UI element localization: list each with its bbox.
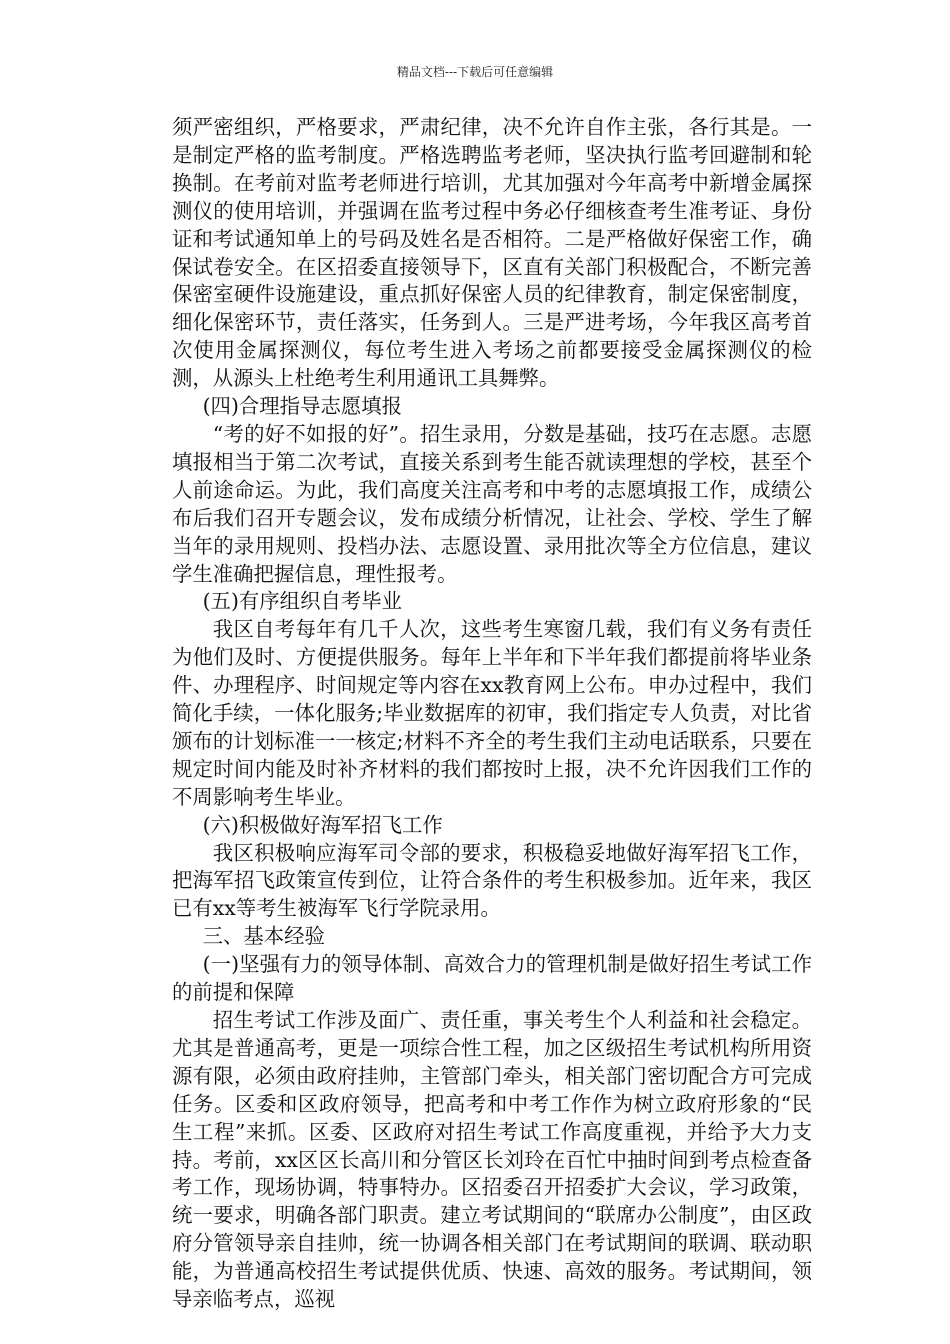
paragraph-self-exam: 我区自考每年有几千人次，这些考生寒窗几载，我们有义务有责任为他们及时、方便提供服务。每年上半年和下半年我们都提前将毕业条件、办理程序、时间规定等内容在xx教育网上公布。申办过程中，我们简化手续，一体化服务;毕业数据库的初审，我们指定专人负责，对比省颁布的计划标准一一核定;材料不齐全的考生我们主动电话联系，只要在规定时间内能及时补齐材料的我们都按时上报，决不允许因我们工作的不周影响考生毕业。: [172, 617, 812, 809]
section-heading-experience: 三、基本经验: [202, 924, 325, 949]
page-header: 精品文档---下载后可任意编辑: [396, 65, 554, 79]
section-heading-4: (四)合理指导志愿填报: [202, 394, 403, 419]
paragraph-continued: 须严密组织，严格要求，严肃纪律，决不允许自作主张，各行其是。一是制定严格的监考制度。严格选聘监考老师，坚决执行监考回避制和轮换制。在考前对监考老师进行培训，尤其加强对今年高考中新增金属探测仪的使用培训，并强调在监考过程中务必仔细核查考生准考证、身份证和考试通知单上的号码及姓名是否相符。二是严格做好保密工作，确保试卷安全。在区招委直接领导下，区直有关部门积极配合，不断完善保密室硬件设施建设，重点抓好保密人员的纪律教育，制定保密制度，细化保密环节，责任落实，任务到人。三是严进考场，今年我区高考首次使用金属探测仪，每位考生进入考场之前都要接受金属探测仪的检测，从源头上杜绝考生利用通讯工具舞弊。: [172, 115, 812, 391]
paragraph-leadership: 招生考试工作涉及面广、责任重，事关考生个人利益和社会稳定。尤其是普通高考，更是一项综合性工程，加之区级招生考试机构所用资源有限，必须由政府挂帅，主管部门牵头，相关部门密切配合方可完成任务。区委和区政府领导，把高考和中考工作作为树立政府形象的“民生工程”来抓。区委、区政府对招生考试工作高度重视，并给予大力支持。考前，xx区区长高川和分管区长刘玲在百忙中抽时间到考点检查备考工作，现场协调，特事特办。区招委召开招委扩大会议，学习政策，统一要求，明确各部门职责。建立考试期间的“联席办公制度”，由区政府分管领导亲自挂帅，统一协调各相关部门在考试期间的联调、联动职能，为普通高校招生考试提供优质、快速、高效的服务。考试期间，领导亲临考点，巡视: [172, 1008, 812, 1312]
document-body: [172, 114, 812, 1314]
section-heading-experience-1: (一)坚强有力的领导体制、高效合力的管理机制是做好招生考试工作的前提和保障: [172, 952, 812, 1005]
section-heading-5: (五)有序组织自考毕业: [202, 589, 403, 614]
section-heading-6: (六)积极做好海军招飞工作: [202, 812, 443, 837]
paragraph-navy-pilot: 我区积极响应海军司令部的要求，积极稳妥地做好海军招飞工作，把海军招飞政策宣传到位，让符合条件的考生积极参加。近年来，我区已有xx等考生被海军飞行学院录用。: [172, 840, 812, 921]
paragraph-volunteer-filling: “考的好不如报的好”。招生录用，分数是基础，技巧在志愿。志愿填报相当于第二次考试，直接关系到考生能否就读理想的学校，甚至个人前途命运。为此，我们高度关注高考和中考的志愿填报工作，成绩公布后我们召开专题会议，发布成绩分析情况，让社会、学校、学生了解当年的录用规则、投档办法、志愿设置、录用批次等全方位信息，建议学生准确把握信息，理性报考。: [172, 421, 812, 586]
